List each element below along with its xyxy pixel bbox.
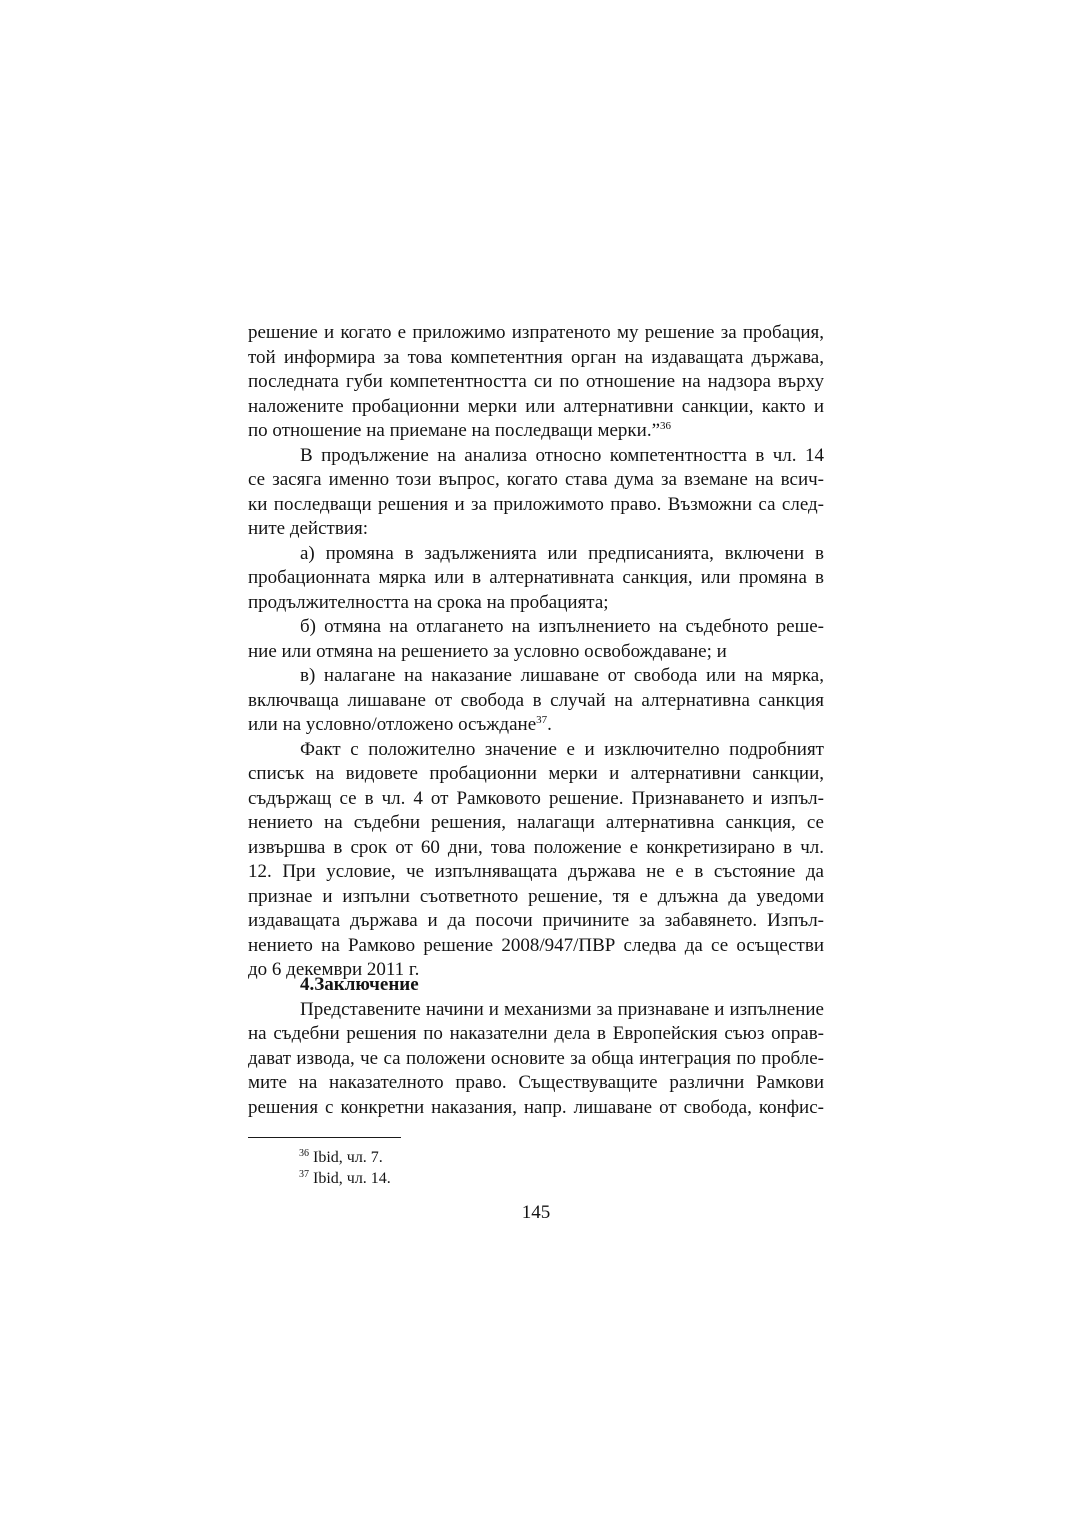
text-line: Факт с положително значение е и изключително подробният	[300, 738, 824, 760]
text-line: мите на наказателното право. Съществуващите различни Рамкови	[248, 1072, 824, 1093]
footnote-37	[299, 1168, 391, 1189]
section-heading: 4.Заключение	[300, 974, 419, 995]
main-text-upper	[248, 321, 824, 983]
text-line: Представените начини и механизми за признаване и изпълнение	[300, 998, 824, 1020]
text-line: ние или отмяна на решението за условно освобождаване; и	[248, 640, 727, 662]
text-line: съдържащ се в чл. 4 от Рамковото решение. Признаването и изпъл-	[248, 787, 824, 809]
main-text-lower	[248, 973, 824, 1120]
footnote-number: 36	[299, 1148, 309, 1159]
footnote-divider	[248, 1137, 401, 1138]
text-line: до 6 декември 2011 г.	[248, 959, 420, 980]
footnote-36	[299, 1147, 391, 1168]
text-line: признае и изпълни съответното решение, тя е длъжна да уведоми	[248, 885, 824, 907]
text-line: издаващата държава и да посочи причините за забавянето. Изпъл-	[248, 910, 824, 931]
page-number: 145	[521, 1202, 551, 1223]
text-line-content: по отношение на приемане на последващи мерки.”	[248, 420, 661, 441]
text-line: решение и когато е приложимо изпратеното му решение за пробация,	[248, 322, 824, 343]
text-line: нението на съдебни решения, налагащи алтернативна санкция, се	[248, 812, 824, 833]
text-line	[248, 419, 824, 444]
footnote-ref-37[interactable]: 37	[536, 714, 548, 726]
text-line: пробационната мярка или в алтернативната санкция, или промяна в	[248, 567, 824, 588]
text-line-content: или на условно/отложено осъждане	[248, 714, 537, 735]
text-line: наложените пробационни мерки или алтернативни санкции, както и	[248, 395, 824, 417]
footnote-ref-36[interactable]: 36	[660, 420, 672, 432]
text-line: извършва в срок от 60 дни, това положение е конкретизирано в чл.	[248, 836, 824, 858]
footnote-text: Ibid, чл. 14.	[313, 1170, 391, 1187]
text-line: В продължение на анализа относно компетентността в чл. 14	[300, 444, 824, 466]
text-line: списък на видовете пробационни мерки и алтернативни санкции,	[248, 763, 824, 784]
text-line: се засяга именно този въпрос, когато става дума за вземане на всич-	[248, 469, 824, 490]
text-line: ните действия:	[248, 518, 368, 539]
text-line: нението на Рамково решение 2008/947/ПВР следва да се осъществи	[248, 934, 824, 956]
text-line: на съдебни решения по наказателни дела в Европейския съюз оправ-	[248, 1023, 824, 1044]
list-item-c: в) налагане на наказание лишаване от свобода или на мярка,	[300, 665, 824, 686]
footnotes	[299, 1147, 391, 1189]
list-item-b: б) отмяна на отлагането на изпълнението на съдебното реше-	[300, 616, 824, 637]
text-line: той информира за това компетентния орган на издаващата държава,	[248, 346, 824, 368]
footnote-text: Ibid, чл. 7.	[313, 1149, 383, 1166]
text-line: дават извода, че са положени основите за обща интеграция по пробле-	[248, 1047, 824, 1069]
text-line: продължителността на срока на пробацията;	[248, 591, 609, 613]
text-line	[248, 713, 824, 738]
text-line: ки последващи решения и за приложимото право. Възможни са след-	[248, 493, 824, 515]
footnote-number: 37	[299, 1169, 309, 1180]
text-line: решения с конкретни наказания, напр. лишаване от свобода, конфис-	[248, 1096, 824, 1118]
list-item-a: а) промяна в задълженията или предписанията, включени в	[300, 542, 824, 564]
text-line: последната губи компетентността си по отношение на надзора върху	[248, 371, 824, 392]
text-line: включваща лишаване от свобода в случай на алтернативна санкция	[248, 689, 824, 711]
text-line-tail: .	[547, 714, 552, 735]
text-line: 12. При условие, че изпълняващата държава не е в състояние да	[248, 861, 824, 882]
